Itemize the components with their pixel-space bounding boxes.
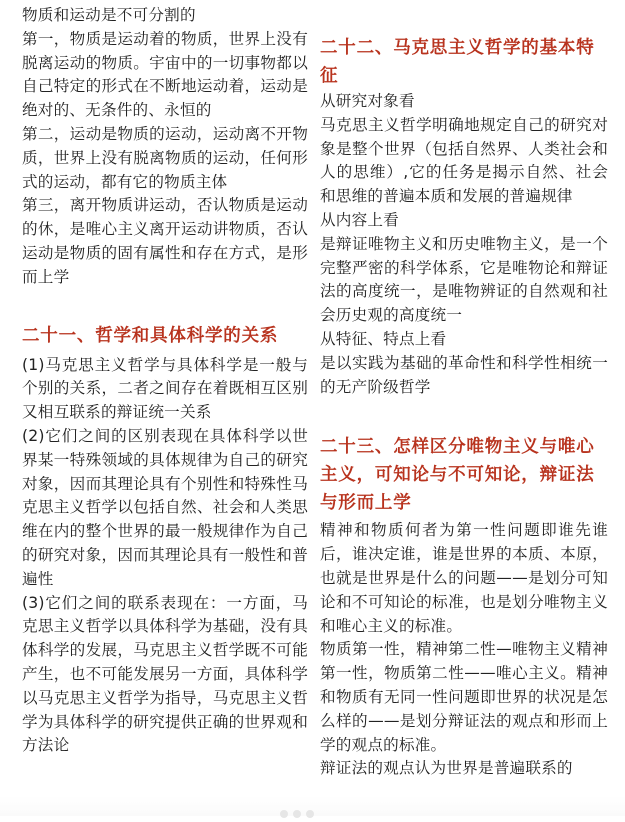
right-column [320, 4, 608, 781]
section-21-paragraph-2: (2)它们之间的区别表现在具体科学以世界某一特殊领域的具体规律为自己的研究对象，因而其理论具有个别性和特殊性马克思主义哲学以包括自然、社会和人类思维在内的整个世界的最一般规律作为自己的研究对象，因而其理论具有一般性和普遍性 [22, 426, 308, 588]
left-column [22, 4, 308, 758]
section-22-paragraph-2: 是辩证唯物主义和历史唯物主义，是一个完整严密的科学体系，它是唯物论和辩证法的高度统一，是唯物辨证的自然观和社会历史观的高度统一 [320, 234, 608, 325]
intro-title: 物质和运动是不可分割的 [22, 6, 196, 24]
section-21-paragraph-3: (3)它们之间的联系表现在：一方面，马克思主义哲学以具体科学为基础，没有具体科学的发展，马克思主义哲学既不可能产生，也不可能发展另一方面，具体科学以马克思主义哲学为指导，马克思主义哲学为具体科学的研究提供正确的世界观和方法论 [22, 593, 308, 755]
page-dot [280, 810, 288, 818]
section-23-paragraph-2: 物质第一性，精神第二性—唯物主义精神第一性，物质第二性——唯心主义。精神和物质有无同一性问题即世界的状况是怎么样的——是划分辩证法的观点和形而上学的观点的标准。 [320, 640, 608, 754]
section-21-heading: 二十一、哲学和具体科学的关系 [22, 325, 279, 346]
section-22-subheading-1: 从研究对象看 [320, 92, 415, 110]
intro-paragraph-2: 第二，运动是物质的运动，运动离不开物质，世界上没有脱离物质的运动，任何形式的运动，都有它的物质主体 [22, 124, 308, 191]
top-gap [320, 4, 608, 34]
page-indicator [280, 803, 350, 811]
section-22-paragraph-1: 马克思主义哲学明确地规定自己的研究对象是整个世界（包括自然界、人类社会和人的思维）,它的任务是揭示自然、社会和思维的普遍本质和发展的普遍规律 [320, 115, 608, 206]
page-dot [293, 810, 301, 818]
section-21-paragraph-1: (1)马克思主义哲学与具体科学是一般与个别的关系，二者之间存在着既相互区别又相互联系的辩证统一关系 [22, 355, 308, 422]
section-22-paragraph-3: 是以实践为基础的革命性和科学性相统一的无产阶级哲学 [320, 353, 608, 396]
section-22-heading: 二十二、马克思主义哲学的基本特征 [320, 38, 595, 86]
section-23-paragraph-3: 辩证法的观点认为世界是普遍联系的 [320, 759, 573, 778]
intro-paragraph-3: 第三，离开物质讲运动，否认物质是运动的休，是唯心主义离开运动讲物质，否认运动是物质的固有属性和存在方式，是形而上学 [22, 196, 308, 286]
section-gap [22, 290, 308, 322]
section-23-heading: 二十三、怎样区分唯物主义与唯心主义，可知论与不可知论，辩证法与形而上学 [320, 437, 595, 514]
page-dot [306, 810, 314, 818]
intro-paragraph-1: 第一，物质是运动着的物质，世界上没有脱离运动的物质。宇宙中的一切事物都以自己特定的形式在不断地运动着，运动是绝对的、无条件的、永恒的 [22, 29, 308, 120]
section-gap [320, 399, 608, 433]
section-22-subheading-2: 从内容上看 [320, 210, 399, 229]
section-22-subheading-3: 从特征、特点上看 [320, 329, 447, 348]
section-23-paragraph-1: 精神和物质何者为第一性问题即谁先谁后，谁决定谁，谁是世界的本质、本原，也就是世界是什么的问题——是划分可知论和不可知论的标准，也是划分唯物主义和唯心主义的标准。 [320, 521, 608, 635]
